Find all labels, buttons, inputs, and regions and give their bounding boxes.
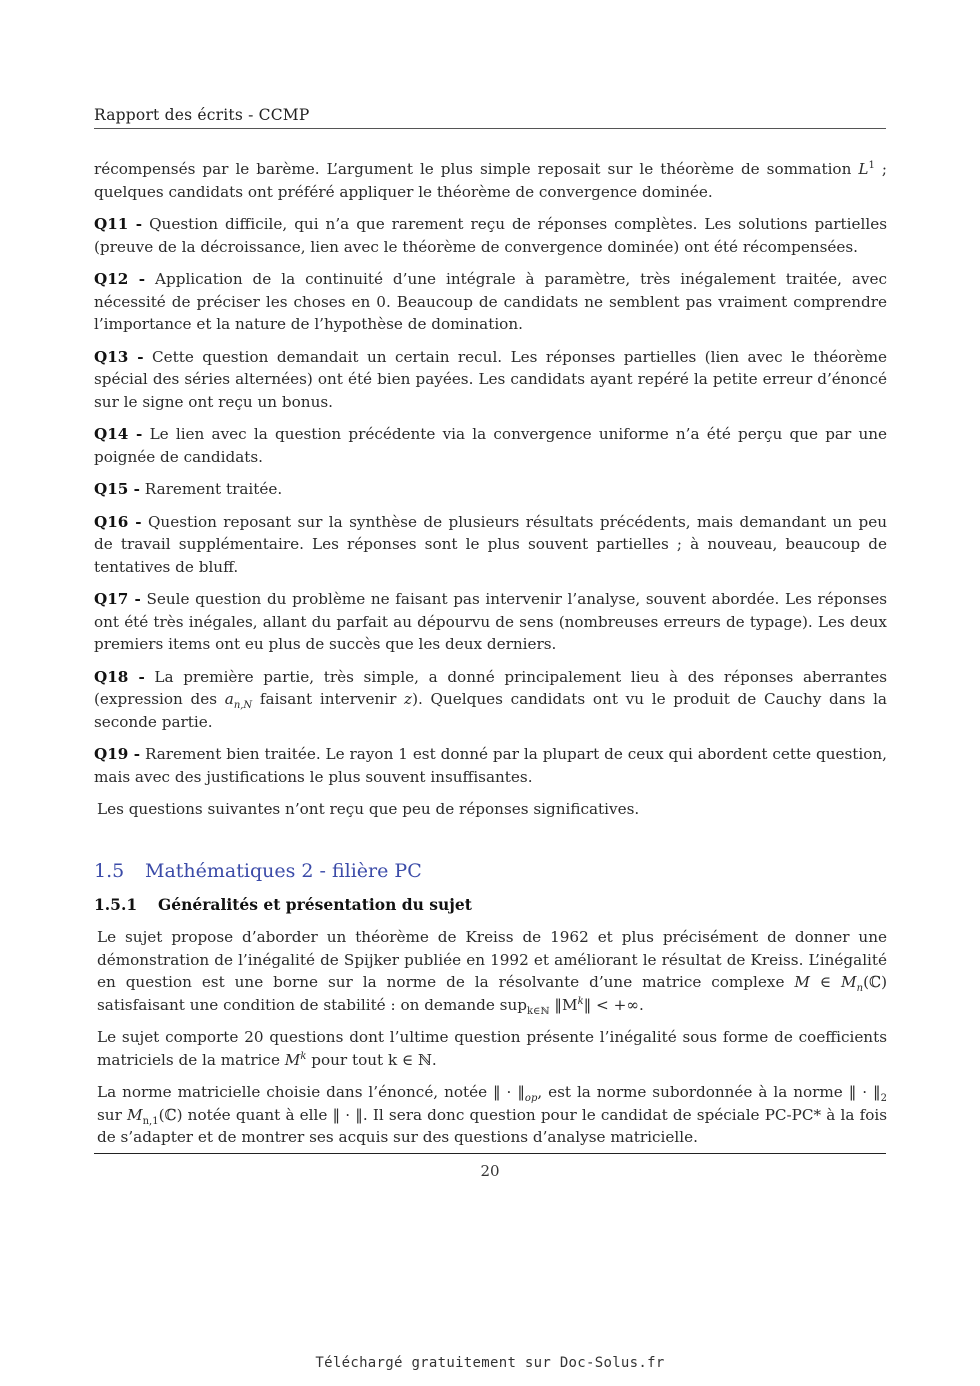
question-label: Q18 - xyxy=(94,667,145,686)
question-label: Q14 - xyxy=(94,425,143,443)
running-header: Rapport des écrits - CCMP xyxy=(94,106,886,129)
section-title: Mathématiques 2 - filière PC xyxy=(145,859,422,882)
subsection-paragraph-2: Le sujet comporte 20 questions dont l’ultime question présente l’inégalité sous forme de coefficients matriciels de la matrice $M^k$ pour tout k ∈ ℕ. xyxy=(97,1028,887,1069)
question-comment-q14: Q14 - Le lien avec la question précédente via la convergence uniforme n’a été perçu que par une poignée de candidats. xyxy=(94,425,888,466)
paragraph-intro: récompensés par le barème. L’argument le plus simple reposait sur le théorème de sommation $L^1$ ; quelques candidats ont préféré appliquer le théorème de convergence dominée. xyxy=(94,159,887,201)
section-heading xyxy=(94,858,887,884)
download-watermark: Téléchargé gratuitement sur Doc-Solus.fr xyxy=(315,1355,665,1371)
question-label: Q11 - xyxy=(94,215,143,233)
question-label: Q12 - xyxy=(94,270,146,288)
question-comment-q17: Q17 - Seule question du problème ne faisant pas intervenir l’analyse, souvent abordée. Les réponses ont été très inégales, allant du parfait au dépourvu de sens (nombreuses erreurs de typage). Les deux premiers items ont eu plus de succès que les deux derniers. xyxy=(94,590,887,653)
subsection-paragraph-3: La norme matricielle choisie dans l’énoncé, notée ‖ · $‖_{op}$, est la norme subordonnée à la norme ‖ · $‖_2$ sur $M_{n,1}(ℂ)$ notée quant à elle ‖ · ‖. Il sera donc question pour le candidat de spéciale PC-PC* à la fois de s’adapter et de montrer ses acquis sur des questions d’analyse matricielle. xyxy=(97,1083,887,1146)
question-label: Q16 - xyxy=(94,512,142,531)
question-comment-q13: Q13 - Cette question demandait un certain recul. Les réponses partielles (lien avec le théorème spécial des séries alternées) ont été bien payées. Les candidats ayant repéré la petite erreur d’énoncé sur le signe ont reçu un bonus. xyxy=(94,347,887,411)
question-comment-q16: Q16 - Question reposant sur la synthèse de plusieurs résultats précédents, mais demandant un peu de travail supplémentaire. Les réponses sont le plus souvent partielles ; à nouveau, beaucoup de tentatives de bluff. xyxy=(94,512,887,576)
page-number: 20 xyxy=(480,1162,500,1180)
subsection-paragraph-1: Le sujet propose d’aborder un théorème de Kreiss de 1962 et plus précisément de donner une démonstration de l’inégalité de Spijker publiée en 1992 et améliorant le résultat de Kreiss. L’inégalité en question est une borne sur la norme de la résolvante d’une matrice complexe M ∈ $M_n(ℂ)$ satisfaisant une condition de stabilité : on demande sup$_{k\in ℕ}$ $‖M^k‖$ < +∞. xyxy=(97,928,888,1017)
question-label: Q13 - xyxy=(94,347,144,366)
question-comment-q15: Q15 - Rarement traitée. xyxy=(94,480,283,498)
question-label: Q15 - xyxy=(94,480,140,498)
footer-divider xyxy=(94,1153,886,1154)
subsection-title: Généralités et présentation du sujet xyxy=(158,894,472,914)
question-comment-q18: Q18 - La première partie, très simple, a donné principalement lieu à des réponses aberrantes (expression des $a_{n,N}$ faisant intervenir z). Quelques candidats ont vu le produit de Cauchy dans la seconde partie. xyxy=(94,667,887,731)
closing-paragraph: Les questions suivantes n’ont reçu que peu de réponses significatives. xyxy=(97,800,640,818)
question-comment-q12: Q12 - Application de la continuité d’une intégrale à paramètre, très inégalement traitée, avec nécessité de préciser les choses en 0. Beaucoup de candidats ne semblent pas vraiment comprendre l’importance et la nature de l’hypothèse de domination. xyxy=(94,270,887,333)
subsection-number: 1.5.1 xyxy=(94,894,138,914)
question-label: Q17 - xyxy=(94,590,141,608)
subsection-heading xyxy=(94,894,887,917)
question-comment-q11: Q11 - Question difficile, qui n’a que rarement reçu de réponses complètes. Les solutions partielles (preuve de la décroissance, lien avec le théorème de convergence dominée) ont été récompensées. xyxy=(94,215,887,256)
question-label: Q19 - xyxy=(94,745,141,763)
question-comment-q19: Q19 - Rarement bien traitée. Le rayon 1 est donné par la plupart de ceux qui abordent cette question, mais avec des justifications le plus souvent insuffisantes. xyxy=(94,745,887,786)
page-body xyxy=(94,158,887,1159)
section-number: 1.5 xyxy=(94,859,125,882)
